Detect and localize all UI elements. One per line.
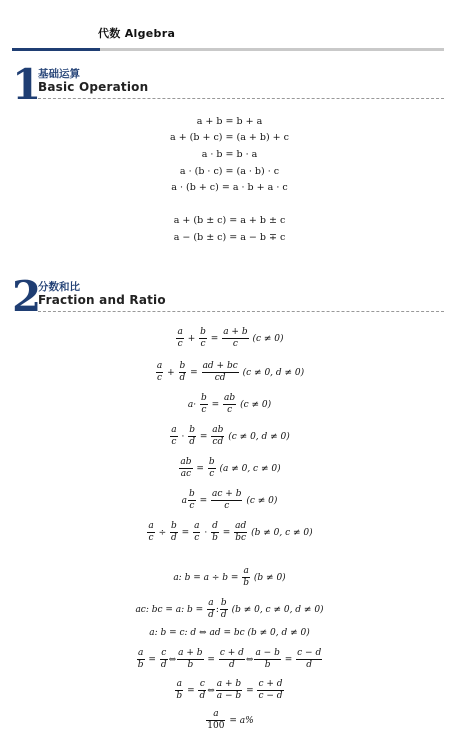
title-rule-accent: [12, 48, 100, 51]
formula: $\frac{a}{c}$ + $\frac{b}{d}$ = $\frac{ad + bc}{cd}$ (c ≠ 0, d ≠ 0): [156, 361, 305, 383]
formula: a: b = a ÷ b = $\frac{a}{b}$ (b ≠ 0): [173, 566, 286, 588]
formula: a + (b ± c) = a + b ± c: [173, 215, 286, 226]
formula: $\frac{a}{c}$ ÷ $\frac{b}{d}$ = $\frac{a}{c}$ · $\frac{d}{b}$ = $\frac{ad}{bc}$ (b ≠ 0, c ≠ 0): [148, 521, 313, 543]
formula: $\frac{a}{b}$ = $\frac{c}{d}$ ⇔ $\frac{a + b}{b}$ = $\frac{c + d}{d}$ ⇔ $\frac{a - b}{b}$ = $\frac{c - d}{d}$: [137, 648, 322, 670]
formula: a · (b + c) = a · b + a · c: [171, 182, 288, 193]
section-1-number: 1: [12, 60, 42, 109]
formula: a · (b · c) = (a · b) · c: [179, 166, 280, 177]
section-2-divider: [38, 311, 444, 312]
title-rule: [100, 48, 444, 51]
formula: a $\frac{b}{c}$ = $\frac{ac + b}{c}$ (c ≠ 0): [181, 489, 278, 511]
formula: a − (b ± c) = a − b ∓ c: [173, 232, 286, 243]
formula: a + (b + c) = (a + b) + c: [170, 132, 289, 143]
formula: $\frac{a}{c}$ + $\frac{b}{c}$ = $\frac{a + b}{c}$ (c ≠ 0): [177, 327, 284, 349]
formula: ac: bc = a: b = $\frac{a}{d}$ : $\frac{b}{d}$ (b ≠ 0, c ≠ 0, d ≠ 0): [135, 598, 324, 620]
formula: $\frac{ab}{ac}$ = $\frac{b}{c}$ (a ≠ 0, c ≠ 0): [180, 457, 281, 479]
section-2-number: 2: [12, 272, 42, 321]
formula: a· $\frac{b}{c}$ = $\frac{ab}{c}$ (c ≠ 0): [187, 393, 272, 415]
formula: $\frac{a}{b}$ = $\frac{c}{d}$ ⇔ $\frac{a + b}{a - b}$ = $\frac{c + d}{c - d}$: [176, 679, 283, 701]
formula: $\frac{a}{c}$ · $\frac{b}{d}$ = $\frac{ab}{cd}$ (c ≠ 0, d ≠ 0): [171, 425, 290, 447]
section-1-divider: [38, 98, 444, 99]
page-title: 代数 Algebra: [98, 27, 176, 40]
formula: $\frac{a}{100}$ = a%: [207, 709, 254, 731]
section-2-title-en: Fraction and Ratio: [38, 293, 166, 307]
formula: a + b = b + a: [196, 116, 263, 127]
formula: a: b = c: d ⇔ ad = bc (b ≠ 0, d ≠ 0): [149, 628, 310, 638]
formula: a · b = b · a: [201, 149, 258, 160]
section-1-title-en: Basic Operation: [38, 80, 149, 94]
section-2-title-zh: 分数和比: [38, 281, 80, 293]
section-1-title-zh: 基础运算: [38, 68, 80, 80]
